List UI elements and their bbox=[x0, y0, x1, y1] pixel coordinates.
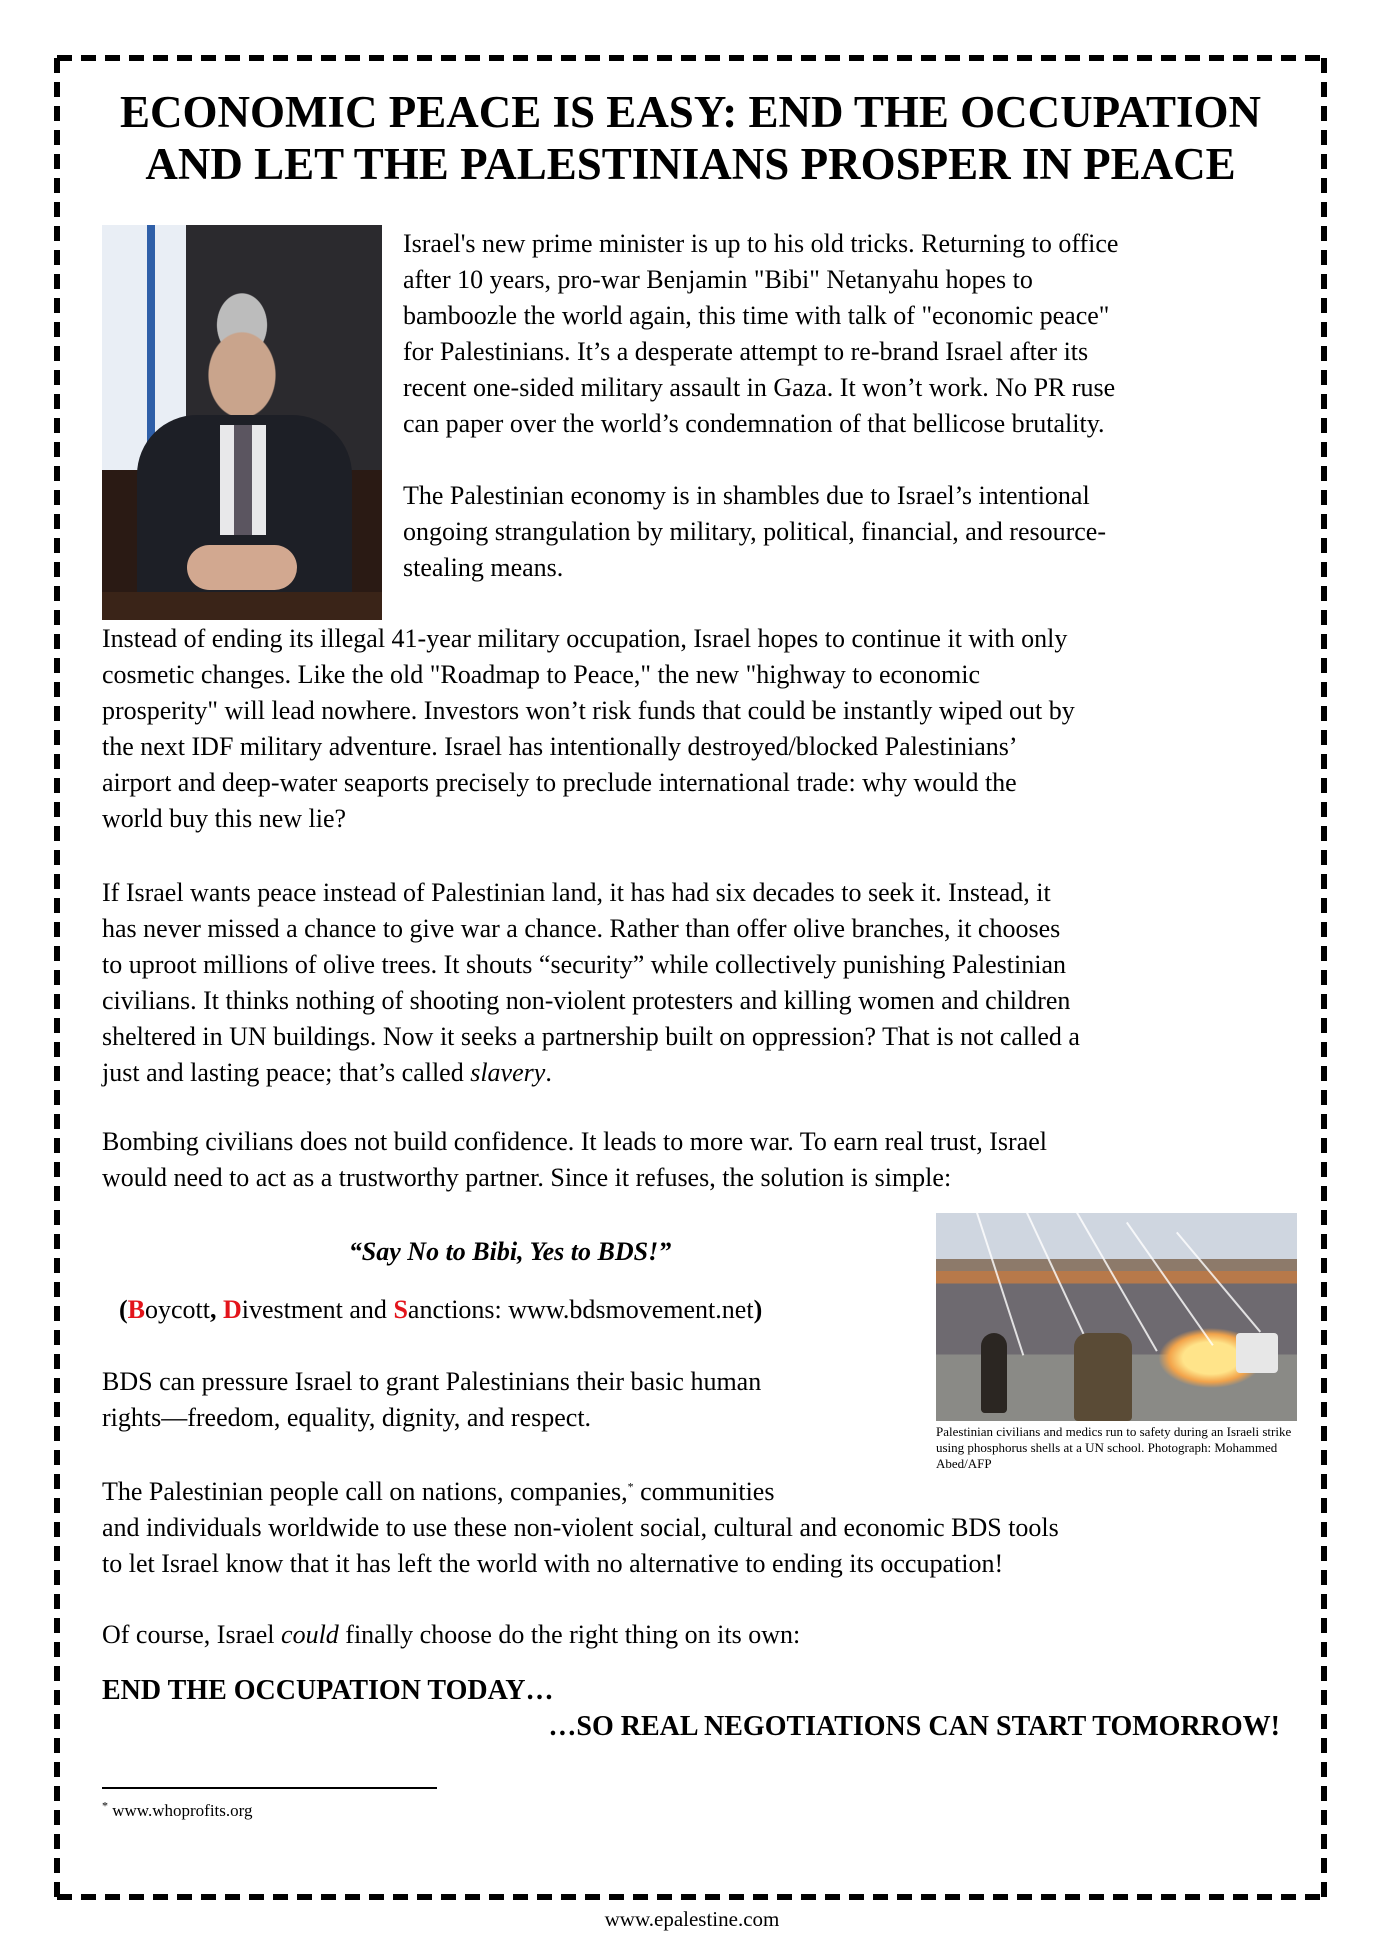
photo-streak bbox=[1076, 1213, 1158, 1352]
bds-definition bbox=[119, 1292, 762, 1328]
text-line: after 10 years, pro-war Benjamin "Bibi" Netanyahu hopes to bbox=[403, 265, 1033, 294]
text-line: can paper over the world’s condemnation of that bellicose brutality. bbox=[403, 409, 1105, 438]
bds-letter-s: S bbox=[393, 1295, 408, 1324]
text-line: has never missed a chance to give war a chance. Rather than offer olive branches, it chooses bbox=[102, 914, 1061, 943]
photo-person bbox=[981, 1333, 1007, 1413]
text-line: world buy this new lie? bbox=[102, 804, 347, 833]
footer-website[interactable]: www.epalestine.com bbox=[604, 1907, 780, 1931]
text-line: Israel's new prime minister is up to his old tricks. Returning to office bbox=[403, 229, 1119, 258]
footnote-marker: * bbox=[627, 1479, 634, 1494]
paragraph-bds-pressure bbox=[102, 1364, 761, 1436]
text-line: prosperity" will lead nowhere. Investors won’t risk funds that could be instantly wiped out by bbox=[102, 696, 1075, 725]
closing-line-2: …SO REAL NEGOTIATIONS CAN START TOMORROW! bbox=[548, 1711, 1280, 1742]
text-line: stealing means. bbox=[403, 553, 564, 582]
text-line: recent one-sided military assault in Gaza. It won’t work. No PR ruse bbox=[403, 373, 1116, 402]
text-span: oycott bbox=[145, 1295, 211, 1324]
text-span: Of course, Israel bbox=[102, 1620, 282, 1649]
border-left bbox=[54, 58, 60, 1897]
photo-caption: Palestinian civilians and medics run to safety during an Israeli strike using phosphorus shells at a UN school. Photograph: Mohammed Abed/AFP bbox=[936, 1424, 1292, 1471]
footnote-separator bbox=[102, 1787, 437, 1789]
text-line: If Israel wants peace instead of Palestinian land, it has had six decades to seek it. Instead, it bbox=[102, 878, 1051, 907]
text-line: BDS can pressure Israel to grant Palestinians their basic human bbox=[102, 1367, 762, 1396]
paragraph-bombing bbox=[102, 1124, 1047, 1196]
paragraph-peace bbox=[102, 875, 1080, 1091]
photo-streak bbox=[1126, 1222, 1214, 1346]
text-line: sheltered in UN buildings. Now it seeks a partnership built on oppression? That is not called a bbox=[102, 1022, 1080, 1051]
title-line-2: AND LET THE PALESTINIANS PROSPER IN PEACE bbox=[145, 139, 1236, 189]
text-line: Instead of ending its illegal 41-year military occupation, Israel hopes to continue it with only bbox=[102, 624, 1068, 653]
text-line bbox=[102, 1055, 1080, 1091]
paren-open: ( bbox=[119, 1295, 128, 1324]
gaza-strike-photo bbox=[936, 1213, 1297, 1421]
text-line bbox=[102, 1474, 1059, 1510]
text-span: The Palestinian people call on nations, companies, bbox=[102, 1477, 628, 1506]
text-line: would need to act as a trustworthy partner. Since it refuses, the solution is simple: bbox=[102, 1163, 952, 1192]
paragraph-of-course bbox=[102, 1617, 800, 1653]
text-line: and individuals worldwide to use these non-violent social, cultural and economic BDS tools bbox=[102, 1513, 1059, 1542]
bds-link-text: anctions: www.bdsmovement.net bbox=[407, 1295, 754, 1324]
photo-shirt-tie-shape bbox=[220, 425, 266, 535]
paren-close: ) bbox=[753, 1295, 763, 1324]
text-line: rights—freedom, equality, dignity, and respect. bbox=[102, 1403, 592, 1432]
paragraph-occupation bbox=[102, 621, 1075, 837]
photo-hands-shape bbox=[187, 545, 297, 590]
text-span: ivestment and bbox=[241, 1295, 394, 1324]
border-top bbox=[57, 55, 1324, 61]
portrait-photo bbox=[102, 225, 382, 620]
text-line: the next IDF military adventure. Israel has intentionally destroyed/blocked Palestinians’ bbox=[102, 732, 1018, 761]
comma: , bbox=[210, 1295, 217, 1324]
bds-letter-b: B bbox=[127, 1295, 146, 1324]
text-span: finally choose do the right thing on its own: bbox=[338, 1620, 801, 1649]
text-span: . bbox=[545, 1058, 552, 1087]
text-line: The Palestinian economy is in shambles due to Israel’s intentional bbox=[403, 481, 1090, 510]
text-span: just and lasting peace; that’s called bbox=[102, 1058, 471, 1087]
text-line: to let Israel know that it has left the world with no alternative to ending its occupation! bbox=[102, 1549, 1004, 1578]
footnote-marker: * bbox=[102, 1798, 108, 1813]
closing-line-1: END THE OCCUPATION TODAY… bbox=[102, 1675, 554, 1706]
text-line: airport and deep-water seaports precisely to preclude international trade: why would the bbox=[102, 768, 1017, 797]
text-line: cosmetic changes. Like the old "Roadmap to Peace," the new "highway to economic bbox=[102, 660, 981, 689]
bds-letter-d: D bbox=[223, 1295, 242, 1324]
italic-word-slavery: slavery bbox=[470, 1058, 546, 1087]
border-bottom bbox=[57, 1894, 1324, 1900]
text-line: for Palestinians. It’s a desperate attempt to re-brand Israel after its bbox=[403, 337, 1089, 366]
italic-word-could: could bbox=[281, 1620, 339, 1649]
title-line-1: ECONOMIC PEACE IS EASY: END THE OCCUPATION bbox=[120, 87, 1261, 137]
photo-person bbox=[1074, 1333, 1132, 1421]
footnote-link[interactable]: www.whoprofits.org bbox=[112, 1801, 253, 1820]
text-line: bamboozle the world again, this time with talk of "economic peace" bbox=[403, 301, 1110, 330]
border-right bbox=[1321, 58, 1327, 1897]
slogan-quote: “Say No to Bibi, Yes to BDS!” bbox=[348, 1237, 672, 1266]
paragraph-call-to-action bbox=[102, 1474, 1059, 1582]
text-line: to uproot millions of olive trees. It shouts “security” while collectively punishing Palestinian bbox=[102, 950, 1066, 979]
page-title bbox=[57, 86, 1324, 190]
text-span: communities bbox=[633, 1477, 775, 1506]
photo-van bbox=[1236, 1333, 1278, 1373]
text-line: Bombing civilians does not build confidence. It leads to more war. To earn real trust, Israel bbox=[102, 1127, 1048, 1156]
footnote bbox=[102, 1800, 253, 1822]
paragraph-intro bbox=[403, 226, 1118, 442]
photo-desk-shape bbox=[102, 592, 382, 620]
photo-streak bbox=[1176, 1232, 1261, 1333]
text-line: civilians. It thinks nothing of shooting non-violent protesters and killing women and children bbox=[102, 986, 1071, 1015]
text-line: ongoing strangulation by military, political, financial, and resource- bbox=[403, 517, 1107, 546]
paragraph-economy bbox=[403, 478, 1106, 586]
